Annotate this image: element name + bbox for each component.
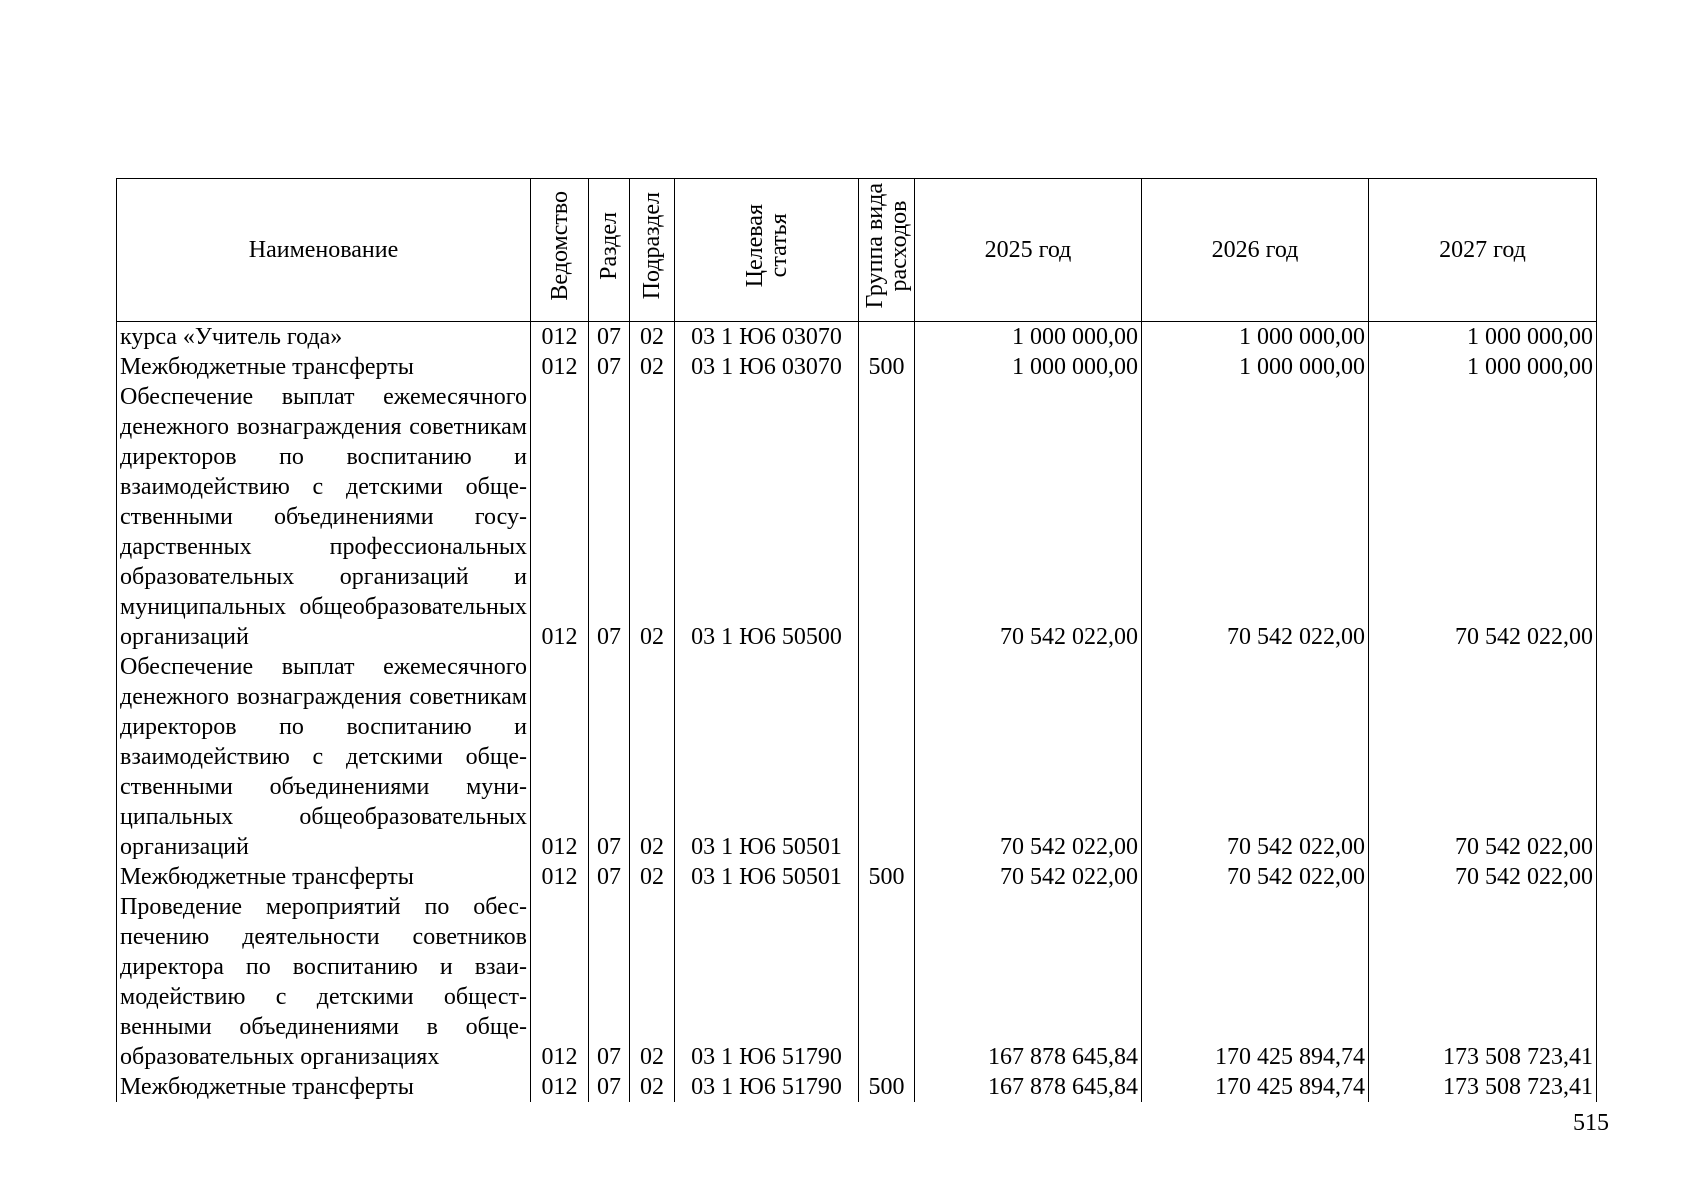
row-2025: 167 878 645,84	[915, 892, 1142, 1072]
row-2026: 1 000 000,00	[1142, 352, 1369, 382]
header-section: Раздел	[589, 179, 630, 322]
row-2027: 70 542 022,00	[1369, 382, 1597, 652]
row-subsection: 02	[630, 862, 675, 892]
row-dept: 012	[531, 322, 589, 353]
row-2025: 70 542 022,00	[915, 382, 1142, 652]
row-name: Обеспечение выплат ежемесячного денежного вознаграждения советникам директоров по воспитанию и взаимодействию с детскими общественными объединениями муниципальных общеобразовательных организаций	[117, 652, 531, 862]
row-2025: 70 542 022,00	[915, 862, 1142, 892]
row-group	[859, 652, 915, 862]
row-group	[859, 382, 915, 652]
table-row	[117, 862, 1597, 892]
row-dept: 012	[531, 352, 589, 382]
row-section: 07	[589, 352, 630, 382]
table-row	[117, 352, 1597, 382]
row-group	[859, 892, 915, 1072]
row-target: 03 1 Ю6 50501	[675, 652, 859, 862]
row-2026: 70 542 022,00	[1142, 652, 1369, 862]
header-subsection: Подраздел	[630, 179, 675, 322]
row-target: 03 1 Ю6 03070	[675, 322, 859, 353]
header-2026: 2026 год	[1142, 179, 1369, 322]
row-dept: 012	[531, 862, 589, 892]
row-subsection: 02	[630, 352, 675, 382]
row-2026: 170 425 894,74	[1142, 892, 1369, 1072]
row-name: Проведение мероприятий по обеспечению деятельности советников директора по воспитанию и взаимодействию с детскими общественными объединениями в общеобразовательных организациях	[117, 892, 531, 1072]
row-name: Обеспечение выплат ежемесячного денежного вознаграждения советникам директоров по воспитанию и взаимодействию с детскими общественными объединениями государственных профессиональных образовательных организаций и муниципальных общеобразовательных организаций	[117, 382, 531, 652]
row-2026: 70 542 022,00	[1142, 862, 1369, 892]
row-section: 07	[589, 322, 630, 353]
table-row	[117, 382, 1597, 652]
row-2025: 70 542 022,00	[915, 652, 1142, 862]
row-2025: 167 878 645,84	[915, 1072, 1142, 1102]
row-2027: 70 542 022,00	[1369, 862, 1597, 892]
row-name: Межбюджетные трансферты	[117, 862, 531, 892]
row-name: Межбюджетные трансферты	[117, 1072, 531, 1102]
row-2025: 1 000 000,00	[915, 352, 1142, 382]
row-section: 07	[589, 382, 630, 652]
row-name: курса «Учитель года»	[117, 322, 531, 353]
row-section: 07	[589, 892, 630, 1072]
header-target: Целевая статья	[675, 179, 859, 322]
row-subsection: 02	[630, 322, 675, 353]
row-section: 07	[589, 652, 630, 862]
row-dept: 012	[531, 1072, 589, 1102]
row-subsection: 02	[630, 652, 675, 862]
row-subsection: 02	[630, 382, 675, 652]
budget-table	[116, 178, 1597, 1102]
header-name: Наименование	[117, 179, 531, 322]
page-number: 515	[1573, 1110, 1609, 1136]
row-group: 500	[859, 352, 915, 382]
header-2027: 2027 год	[1369, 179, 1597, 322]
table-row	[117, 1072, 1597, 1102]
table-row	[117, 652, 1597, 862]
row-name: Межбюджетные трансферты	[117, 352, 531, 382]
row-dept: 012	[531, 892, 589, 1072]
row-dept: 012	[531, 382, 589, 652]
row-target: 03 1 Ю6 50500	[675, 382, 859, 652]
row-section: 07	[589, 862, 630, 892]
row-2025: 1 000 000,00	[915, 322, 1142, 353]
row-target: 03 1 Ю6 51790	[675, 892, 859, 1072]
row-subsection: 02	[630, 1072, 675, 1102]
row-2026: 1 000 000,00	[1142, 322, 1369, 353]
row-group	[859, 322, 915, 353]
row-2027: 1 000 000,00	[1369, 352, 1597, 382]
row-2027: 1 000 000,00	[1369, 322, 1597, 353]
row-target: 03 1 Ю6 51790	[675, 1072, 859, 1102]
row-target: 03 1 Ю6 50501	[675, 862, 859, 892]
row-2027: 70 542 022,00	[1369, 652, 1597, 862]
table-row	[117, 322, 1597, 353]
header-group: Группа вида расходов	[859, 179, 915, 322]
row-subsection: 02	[630, 892, 675, 1072]
row-dept: 012	[531, 652, 589, 862]
row-group: 500	[859, 862, 915, 892]
header-row	[117, 179, 1597, 322]
row-2027: 173 508 723,41	[1369, 892, 1597, 1072]
table-row	[117, 892, 1597, 1072]
row-group: 500	[859, 1072, 915, 1102]
header-2025: 2025 год	[915, 179, 1142, 322]
row-2027: 173 508 723,41	[1369, 1072, 1597, 1102]
row-2026: 170 425 894,74	[1142, 1072, 1369, 1102]
row-target: 03 1 Ю6 03070	[675, 352, 859, 382]
row-section: 07	[589, 1072, 630, 1102]
row-2026: 70 542 022,00	[1142, 382, 1369, 652]
header-dept: Ведомство	[531, 179, 589, 322]
